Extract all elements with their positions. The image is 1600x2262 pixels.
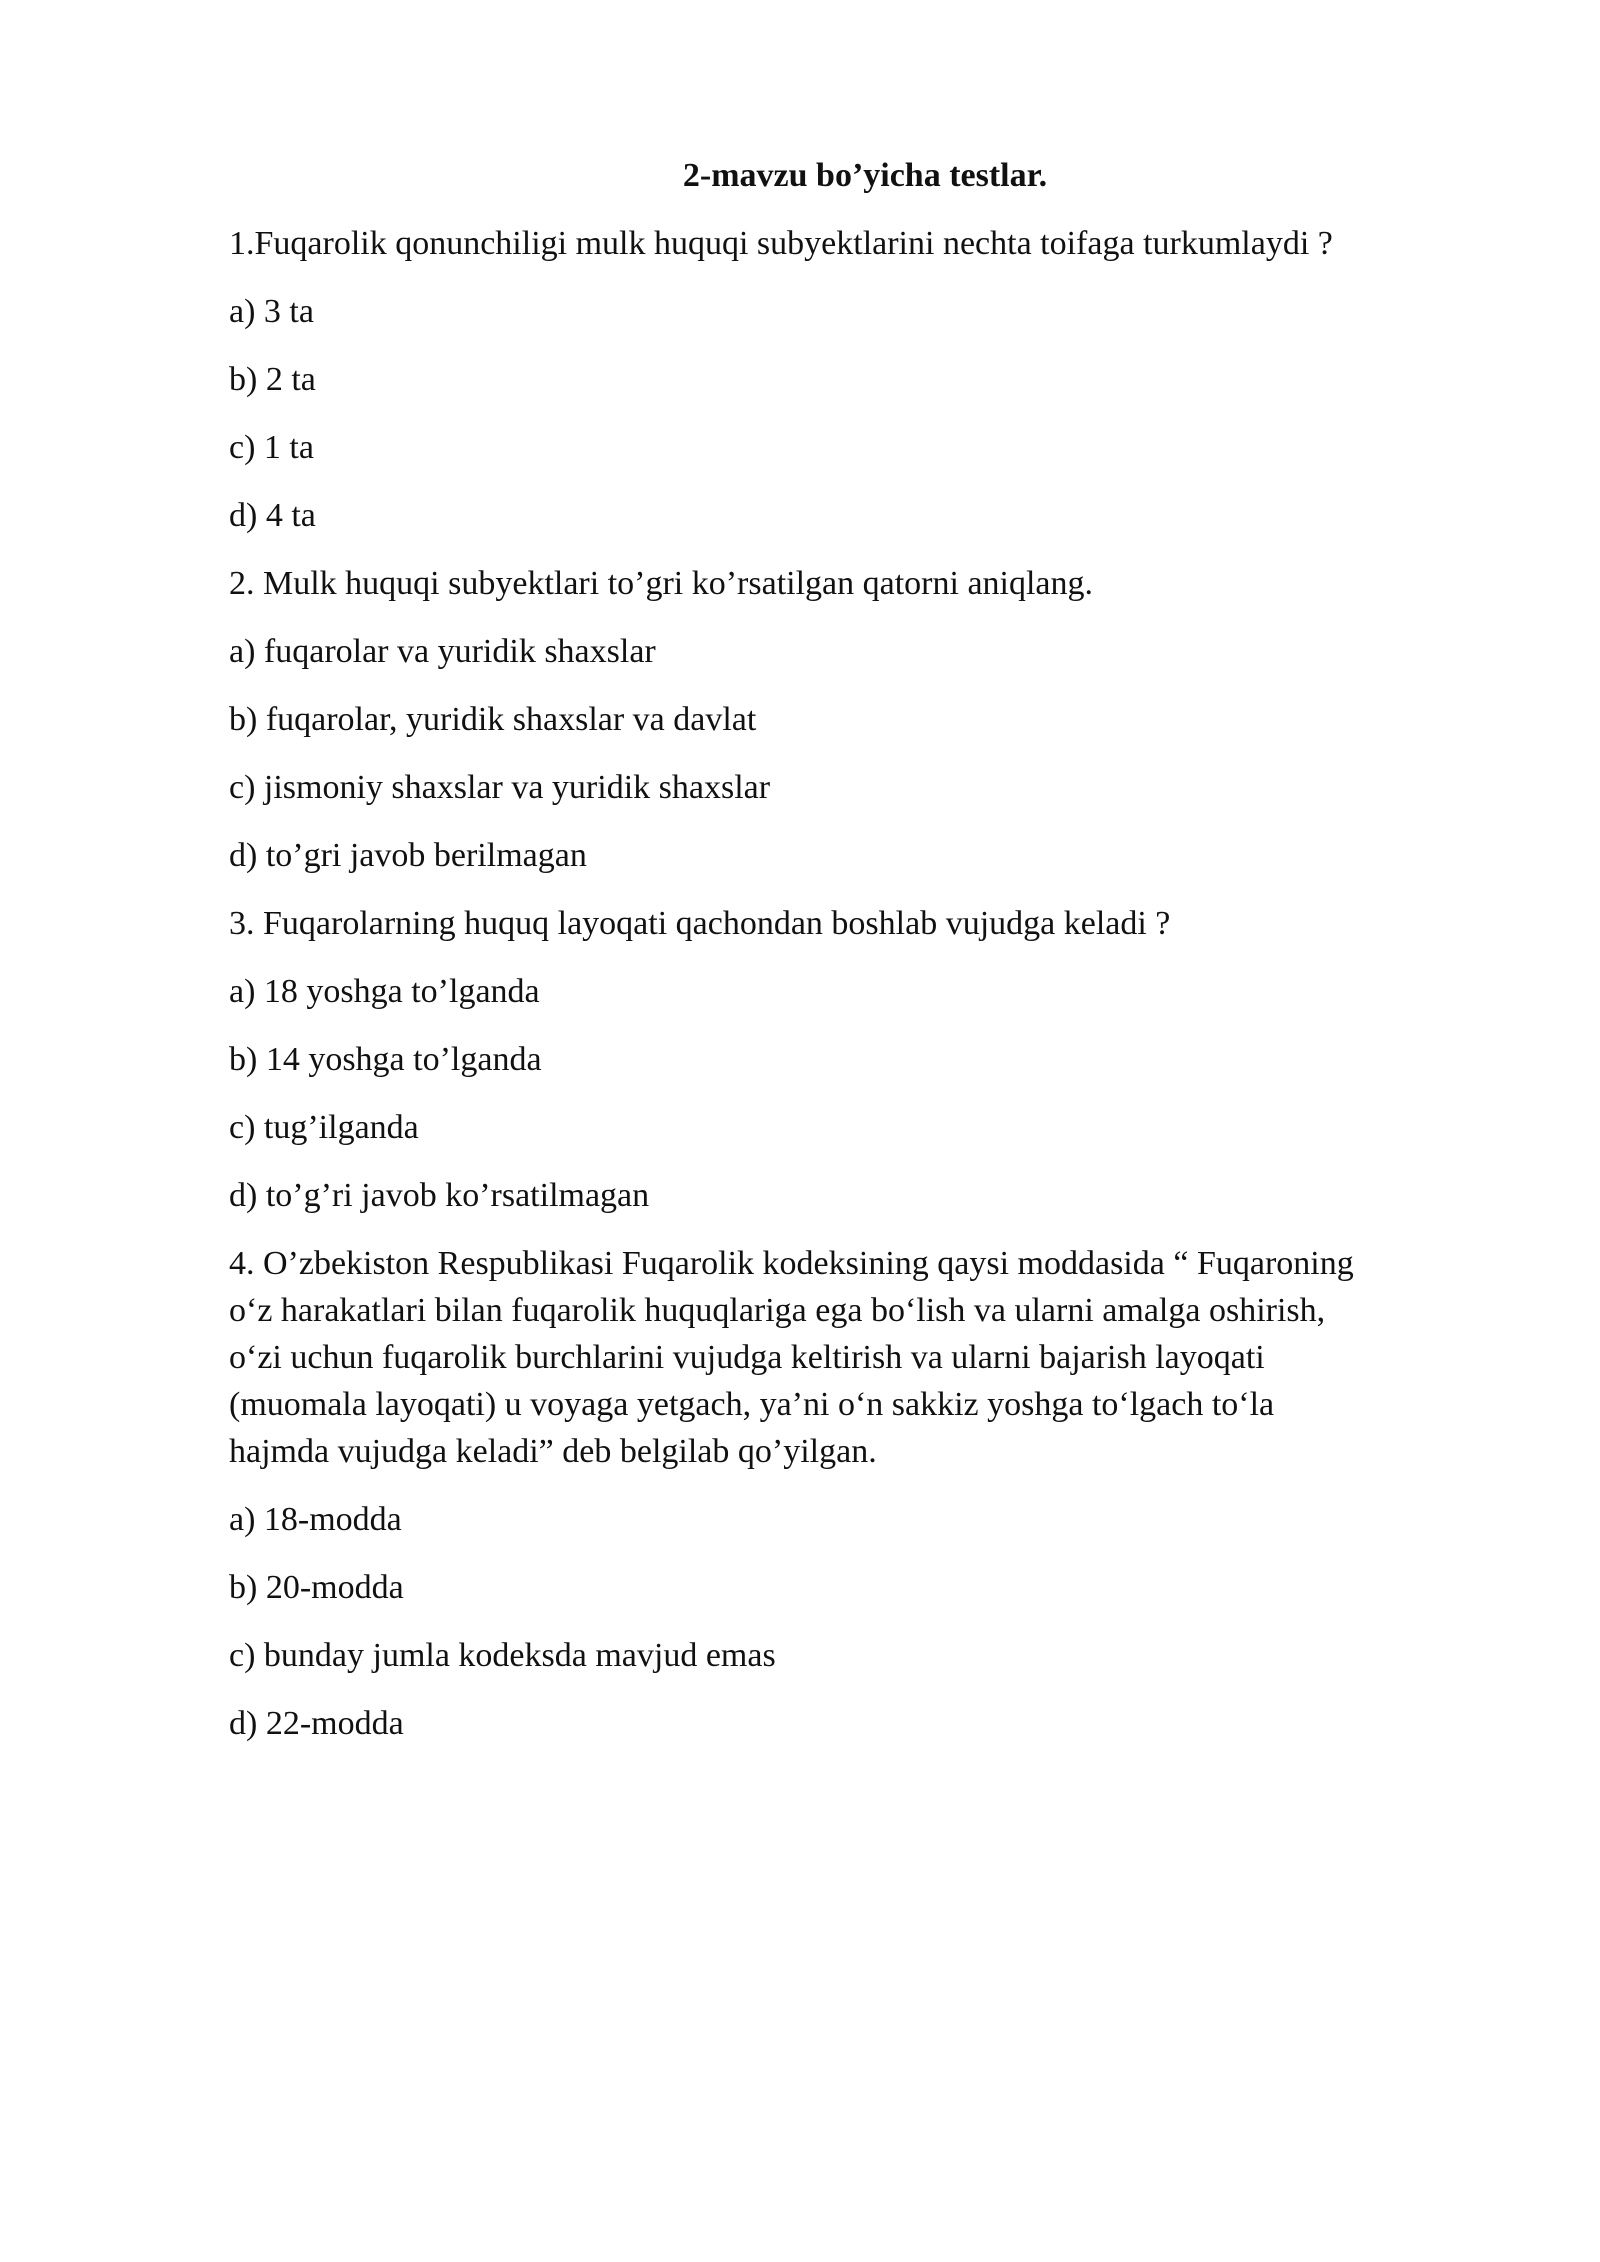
q2-option-c: c) jismoniy shaxslar va yuridik shaxslar [229,769,771,806]
q3-option-b: b) 14 yoshga to’lganda [229,1041,542,1078]
q1-option-d: d) 4 ta [229,497,316,534]
q4-option-d: d) 22-modda [229,1705,404,1742]
question-4-line: 4. O’zbekiston Respublikasi Fuqarolik kodeksining qaysi moddasida “ Fuqaroning [229,1245,1354,1282]
q2-option-b: b) fuqarolar, yuridik shaxslar va davlat [229,701,757,738]
question-4-line: hajmda vujudga keladi” deb belgilab qo’yilgan. [229,1433,877,1470]
page-title: 2-mavzu bo’yicha testlar. [682,157,1048,194]
q1-option-c: c) 1 ta [229,429,314,466]
question-3: 3. Fuqarolarning huquq layoqati qachondan boshlab vujudga keladi ? [229,905,1171,942]
question-4-line: o‘z harakatlari bilan fuqarolik huquqlariga ega bo‘lish va ularni amalga oshirish, [229,1292,1326,1329]
q2-option-a: a) fuqarolar va yuridik shaxslar [229,633,656,670]
q4-option-a: a) 18-modda [229,1501,402,1538]
q3-option-c: c) tug’ilganda [229,1109,419,1146]
question-4-line: o‘zi uchun fuqarolik burchlarini vujudga keltirish va ularni bajarish layoqati [229,1339,1265,1376]
question-4 [229,1240,1529,1475]
question-1: 1.Fuqarolik qonunchiligi mulk huquqi subyektlarini nechta toifaga turkumlaydi ? [229,225,1333,262]
q3-option-a: a) 18 yoshga to’lganda [229,973,540,1010]
q1-option-b: b) 2 ta [229,361,316,398]
q4-option-b: b) 20-modda [229,1569,404,1606]
q2-option-d: d) to’gri javob berilmagan [229,837,587,874]
question-4-line: (muomala layoqati) u voyaga yetgach, ya’ni o‘n sakkiz yoshga to‘lgach to‘la [229,1386,1275,1423]
q4-option-c: c) bunday jumla kodeksda mavjud emas [229,1637,776,1674]
question-2: 2. Mulk huquqi subyektlari to’gri ko’rsatilgan qatorni aniqlang. [229,565,1094,602]
q3-option-d: d) to’g’ri javob ko’rsatilmagan [229,1177,650,1214]
q1-option-a: a) 3 ta [229,293,314,330]
